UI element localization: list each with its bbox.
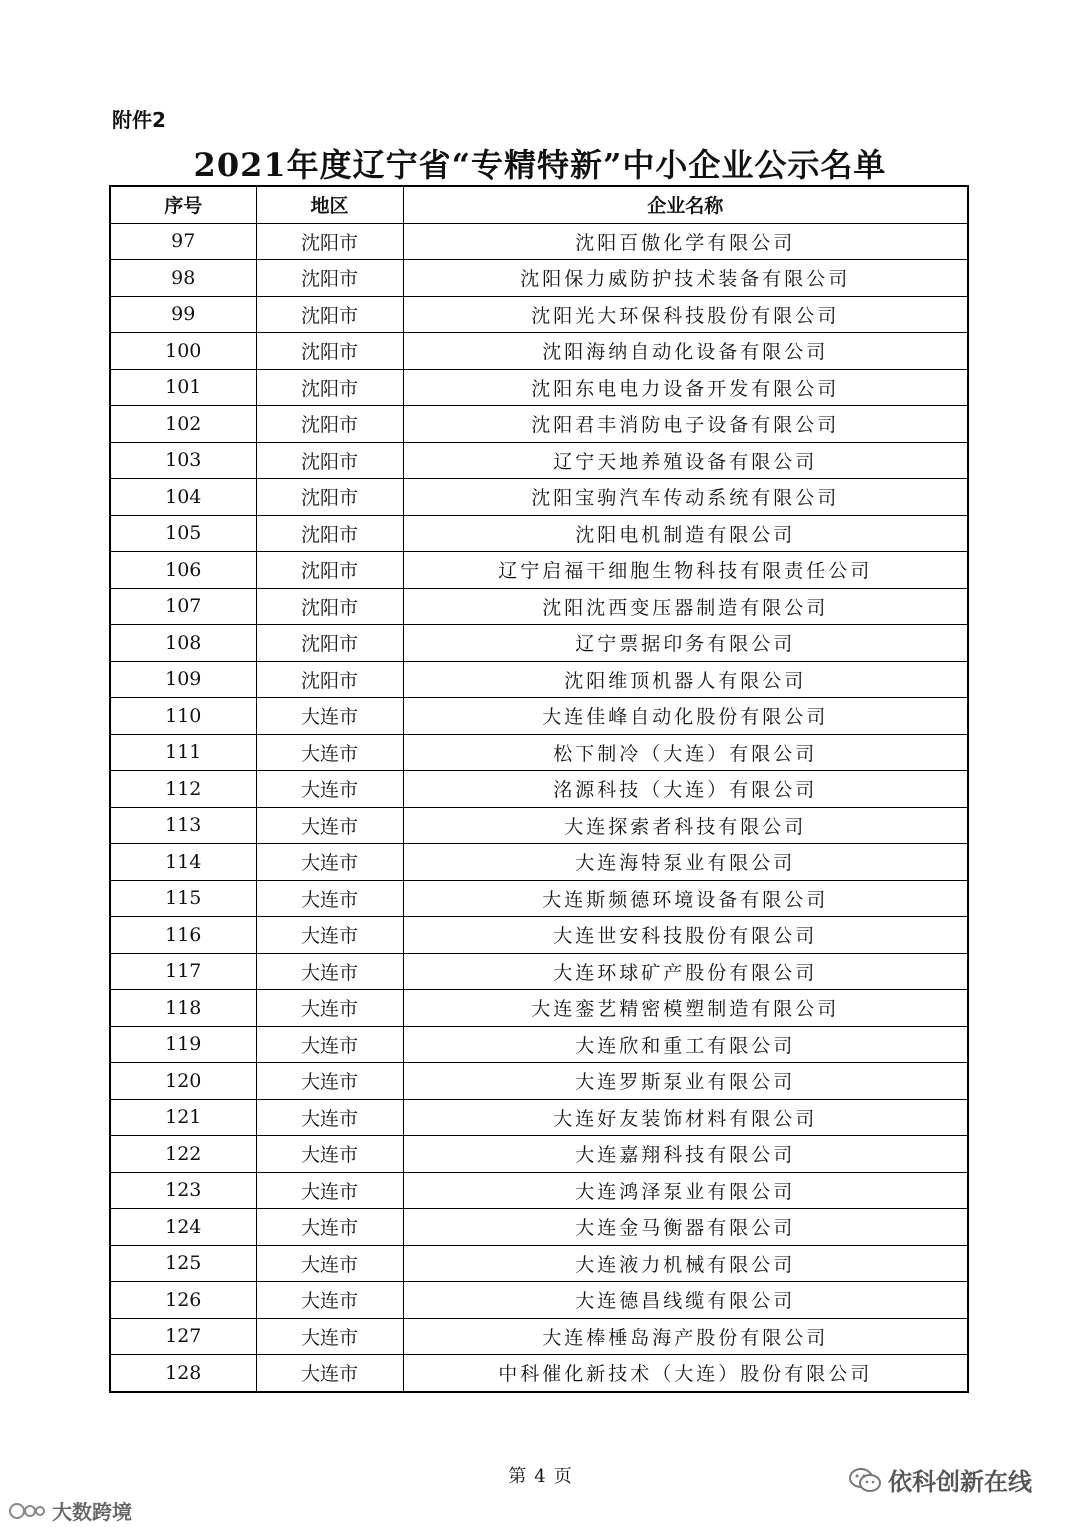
row-number: 117 xyxy=(110,953,256,990)
row-company-name: 大连嘉翔科技有限公司 xyxy=(403,1136,968,1173)
table-row xyxy=(110,333,968,370)
table-row xyxy=(110,260,968,297)
table-row xyxy=(110,953,968,990)
table-row xyxy=(110,1318,968,1355)
row-number: 116 xyxy=(110,917,256,954)
column-header-number: 序号 xyxy=(110,186,256,223)
site-name: 大数跨境 xyxy=(52,1500,132,1524)
row-number: 108 xyxy=(110,625,256,662)
row-number: 97 xyxy=(110,223,256,260)
row-company-name: 大连鸿泽泵业有限公司 xyxy=(403,1172,968,1209)
row-region: 大连市 xyxy=(256,1063,403,1100)
row-region: 沈阳市 xyxy=(256,552,403,589)
row-company-name: 沈阳东电电力设备开发有限公司 xyxy=(403,369,968,406)
row-number: 112 xyxy=(110,771,256,808)
row-number: 119 xyxy=(110,1026,256,1063)
column-header-region: 地区 xyxy=(256,186,403,223)
row-company-name: 大连液力机械有限公司 xyxy=(403,1245,968,1282)
row-number: 109 xyxy=(110,661,256,698)
table-body xyxy=(110,223,968,1392)
table-row xyxy=(110,515,968,552)
row-company-name: 中科催化新技术（大连）股份有限公司 xyxy=(403,1355,968,1392)
row-company-name: 大连世安科技股份有限公司 xyxy=(403,917,968,954)
row-company-name: 大连銮艺精密模塑制造有限公司 xyxy=(403,990,968,1027)
row-region: 大连市 xyxy=(256,1282,403,1319)
row-number: 105 xyxy=(110,515,256,552)
row-number: 102 xyxy=(110,406,256,443)
table-row xyxy=(110,552,968,589)
row-number: 111 xyxy=(110,734,256,771)
row-number: 121 xyxy=(110,1099,256,1136)
row-number: 113 xyxy=(110,807,256,844)
row-region: 沈阳市 xyxy=(256,333,403,370)
row-number: 123 xyxy=(110,1172,256,1209)
table-row xyxy=(110,990,968,1027)
table-row xyxy=(110,625,968,662)
row-number: 100 xyxy=(110,333,256,370)
row-number: 106 xyxy=(110,552,256,589)
row-region: 大连市 xyxy=(256,1099,403,1136)
table-row xyxy=(110,1026,968,1063)
row-company-name: 大连欣和重工有限公司 xyxy=(403,1026,968,1063)
row-company-name: 大连好友装饰材料有限公司 xyxy=(403,1099,968,1136)
row-company-name: 洺源科技（大连）有限公司 xyxy=(403,771,968,808)
table-row xyxy=(110,588,968,625)
row-region: 大连市 xyxy=(256,990,403,1027)
table-row xyxy=(110,1245,968,1282)
row-company-name: 大连罗斯泵业有限公司 xyxy=(403,1063,968,1100)
table-row xyxy=(110,369,968,406)
row-company-name: 沈阳君丰消防电子设备有限公司 xyxy=(403,406,968,443)
table-row xyxy=(110,1136,968,1173)
row-region: 大连市 xyxy=(256,1136,403,1173)
row-company-name: 大连海特泵业有限公司 xyxy=(403,844,968,881)
table-row xyxy=(110,844,968,881)
table-header-row xyxy=(110,186,968,223)
row-number: 127 xyxy=(110,1318,256,1355)
attachment-label: 附件2 xyxy=(112,108,166,132)
row-region: 大连市 xyxy=(256,1172,403,1209)
table-row xyxy=(110,1063,968,1100)
table-row xyxy=(110,1282,968,1319)
table-row xyxy=(110,917,968,954)
wechat-account-name: 依科创新在线 xyxy=(888,1468,1032,1496)
row-company-name: 大连佳峰自动化股份有限公司 xyxy=(403,698,968,735)
wechat-watermark xyxy=(848,1462,1032,1497)
row-region: 沈阳市 xyxy=(256,223,403,260)
page-prefix: 第 xyxy=(508,1466,527,1487)
row-company-name: 大连德昌线缆有限公司 xyxy=(403,1282,968,1319)
row-number: 124 xyxy=(110,1209,256,1246)
row-region: 沈阳市 xyxy=(256,442,403,479)
row-region: 沈阳市 xyxy=(256,369,403,406)
row-company-name: 大连斯频德环境设备有限公司 xyxy=(403,880,968,917)
table-row xyxy=(110,296,968,333)
table-row xyxy=(110,442,968,479)
row-company-name: 沈阳百傲化学有限公司 xyxy=(403,223,968,260)
row-number: 125 xyxy=(110,1245,256,1282)
wechat-icon xyxy=(848,1467,882,1493)
table-row xyxy=(110,406,968,443)
row-region: 大连市 xyxy=(256,1318,403,1355)
table-row xyxy=(110,880,968,917)
row-company-name: 辽宁启福干细胞生物科技有限责任公司 xyxy=(403,552,968,589)
row-company-name: 松下制冷（大连）有限公司 xyxy=(403,734,968,771)
table-row xyxy=(110,1209,968,1246)
row-region: 大连市 xyxy=(256,698,403,735)
row-number: 99 xyxy=(110,296,256,333)
table-row xyxy=(110,479,968,516)
row-region: 大连市 xyxy=(256,1245,403,1282)
row-company-name: 沈阳维顶机器人有限公司 xyxy=(403,661,968,698)
page-number: 4 xyxy=(534,1466,546,1487)
row-region: 沈阳市 xyxy=(256,661,403,698)
row-region: 沈阳市 xyxy=(256,296,403,333)
row-company-name: 沈阳电机制造有限公司 xyxy=(403,515,968,552)
row-company-name: 大连环球矿产股份有限公司 xyxy=(403,953,968,990)
row-region: 大连市 xyxy=(256,880,403,917)
row-number: 98 xyxy=(110,260,256,297)
row-number: 110 xyxy=(110,698,256,735)
row-company-name: 大连探索者科技有限公司 xyxy=(403,807,968,844)
row-region: 沈阳市 xyxy=(256,588,403,625)
row-region: 大连市 xyxy=(256,807,403,844)
row-number: 103 xyxy=(110,442,256,479)
row-number: 126 xyxy=(110,1282,256,1319)
table-row xyxy=(110,223,968,260)
table-row xyxy=(110,698,968,735)
row-company-name: 沈阳沈西变压器制造有限公司 xyxy=(403,588,968,625)
row-region: 大连市 xyxy=(256,844,403,881)
row-company-name: 沈阳保力威防护技术装备有限公司 xyxy=(403,260,968,297)
row-region: 大连市 xyxy=(256,1209,403,1246)
table-row xyxy=(110,661,968,698)
row-number: 120 xyxy=(110,1063,256,1100)
page-title: 2021年度辽宁省“专精特新”中小企业公示名单 xyxy=(193,146,887,184)
column-header-company: 企业名称 xyxy=(403,186,968,223)
row-region: 沈阳市 xyxy=(256,515,403,552)
table-row xyxy=(110,1099,968,1136)
row-company-name: 沈阳宝驹汽车传动系统有限公司 xyxy=(403,479,968,516)
row-region: 沈阳市 xyxy=(256,406,403,443)
table-row xyxy=(110,807,968,844)
row-company-name: 辽宁天地养殖设备有限公司 xyxy=(403,442,968,479)
row-region: 大连市 xyxy=(256,953,403,990)
row-number: 115 xyxy=(110,880,256,917)
row-region: 大连市 xyxy=(256,1026,403,1063)
row-number: 101 xyxy=(110,369,256,406)
site-logo-icon xyxy=(8,1500,46,1522)
row-region: 沈阳市 xyxy=(256,479,403,516)
row-region: 大连市 xyxy=(256,917,403,954)
row-number: 118 xyxy=(110,990,256,1027)
row-region: 沈阳市 xyxy=(256,260,403,297)
page-suffix: 页 xyxy=(553,1466,572,1487)
company-list-table xyxy=(109,185,969,1393)
table-row xyxy=(110,734,968,771)
row-region: 沈阳市 xyxy=(256,625,403,662)
row-region: 大连市 xyxy=(256,1355,403,1392)
table-row xyxy=(110,1355,968,1392)
row-region: 大连市 xyxy=(256,771,403,808)
row-number: 107 xyxy=(110,588,256,625)
row-company-name: 沈阳海纳自动化设备有限公司 xyxy=(403,333,968,370)
row-company-name: 大连棒棰岛海产股份有限公司 xyxy=(403,1318,968,1355)
row-number: 114 xyxy=(110,844,256,881)
site-watermark xyxy=(8,1496,132,1525)
table-row xyxy=(110,1172,968,1209)
row-number: 128 xyxy=(110,1355,256,1392)
row-number: 122 xyxy=(110,1136,256,1173)
row-company-name: 大连金马衡器有限公司 xyxy=(403,1209,968,1246)
row-number: 104 xyxy=(110,479,256,516)
row-region: 大连市 xyxy=(256,734,403,771)
row-company-name: 辽宁票据印务有限公司 xyxy=(403,625,968,662)
row-company-name: 沈阳光大环保科技股份有限公司 xyxy=(403,296,968,333)
table-row xyxy=(110,771,968,808)
